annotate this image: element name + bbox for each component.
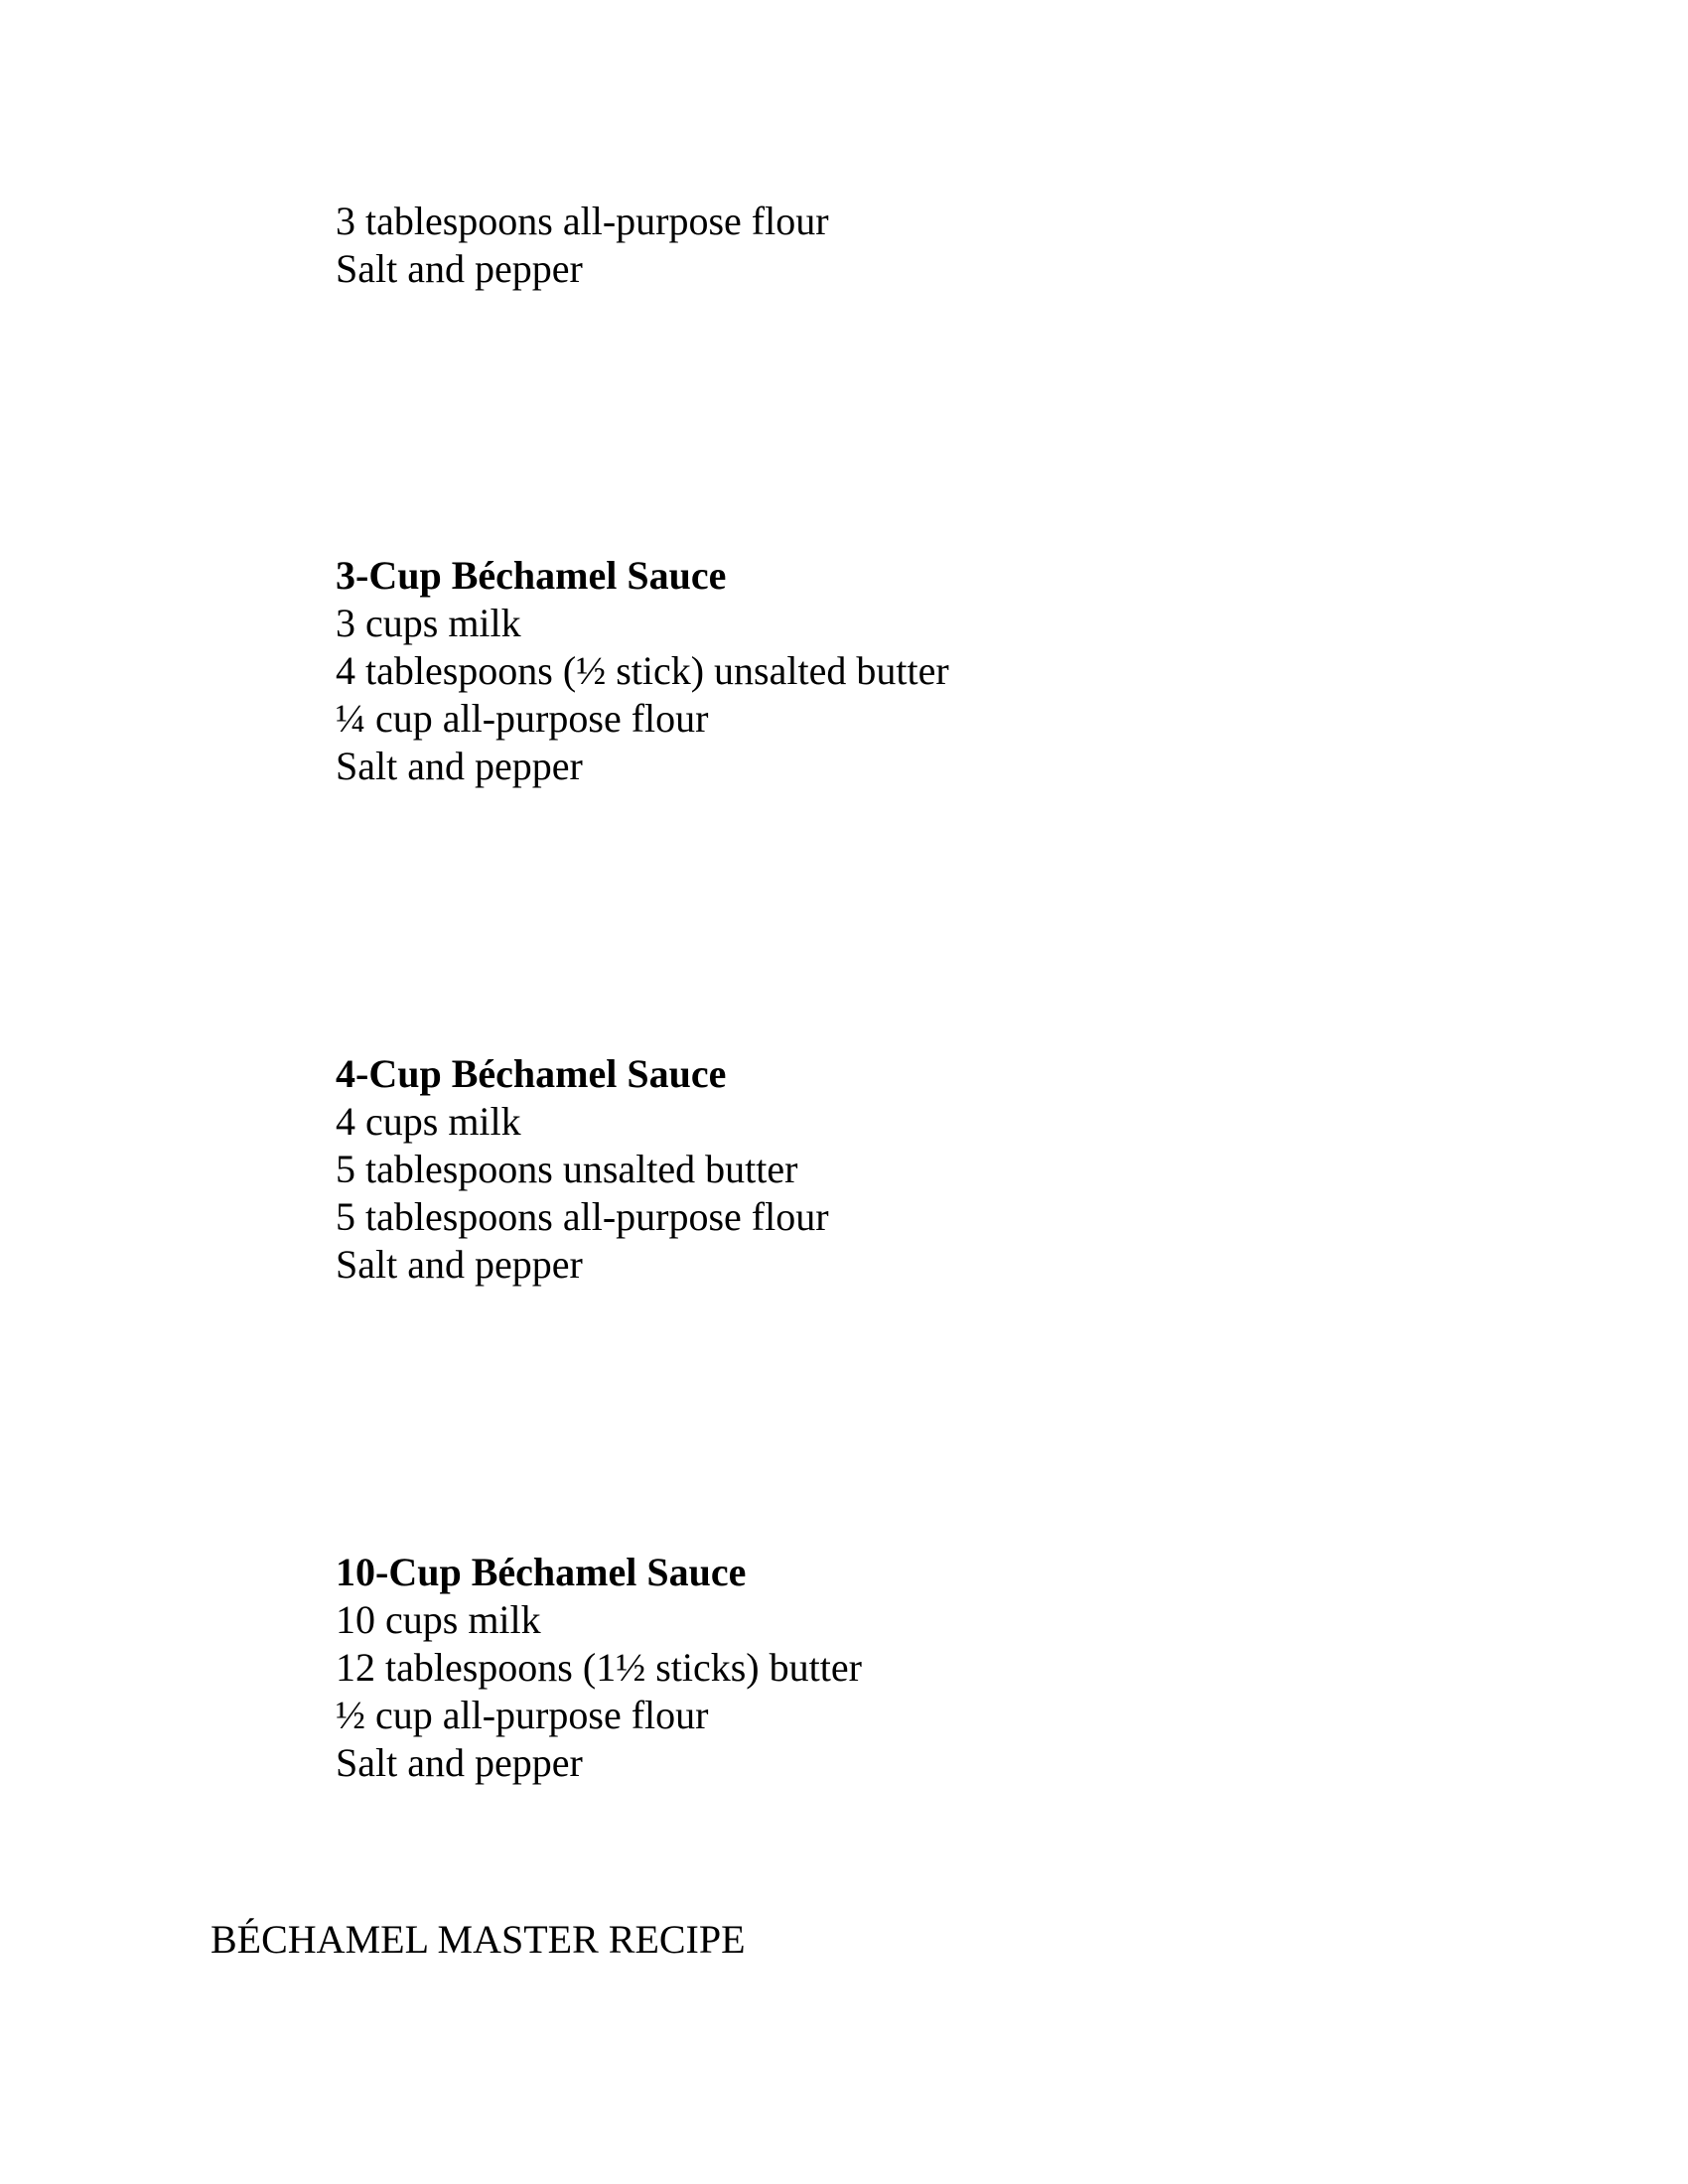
recipe-heading: 3-Cup Béchamel Sauce: [336, 553, 727, 598]
ingredient-line: 3 cups milk: [336, 601, 521, 645]
ingredient-line: Salt and pepper: [336, 744, 583, 788]
ingredient-line: ¼ cup all-purpose flour: [336, 696, 709, 741]
recipe-10-cup: [336, 1549, 1527, 1787]
ingredient-line: 12 tablespoons (1½ sticks) butter: [336, 1645, 862, 1690]
ingredient-line: 4 tablespoons (½ stick) unsalted butter: [336, 648, 949, 693]
recipe-4-cup: [336, 1050, 1527, 1289]
continued-ingredient-list: [336, 198, 1527, 293]
ingredient-line: 10 cups milk: [336, 1597, 541, 1642]
footer-title: BÉCHAMEL MASTER RECIPE: [211, 1917, 746, 1962]
ingredient-line: 5 tablespoons all-purpose flour: [336, 1194, 829, 1239]
ingredient-line: Salt and pepper: [336, 246, 583, 291]
ingredient-line: Salt and pepper: [336, 1242, 583, 1287]
ingredient-line: 4 cups milk: [336, 1099, 521, 1144]
recipe-heading: 4-Cup Béchamel Sauce: [336, 1051, 727, 1096]
ingredient-line: 3 tablespoons all-purpose flour: [336, 199, 829, 243]
recipe-heading: 10-Cup Béchamel Sauce: [336, 1550, 747, 1594]
ingredient-line: 5 tablespoons unsalted butter: [336, 1147, 798, 1191]
ingredient-line: Salt and pepper: [336, 1740, 583, 1785]
ingredient-line: ½ cup all-purpose flour: [336, 1693, 709, 1737]
recipe-3-cup: [336, 552, 1527, 790]
